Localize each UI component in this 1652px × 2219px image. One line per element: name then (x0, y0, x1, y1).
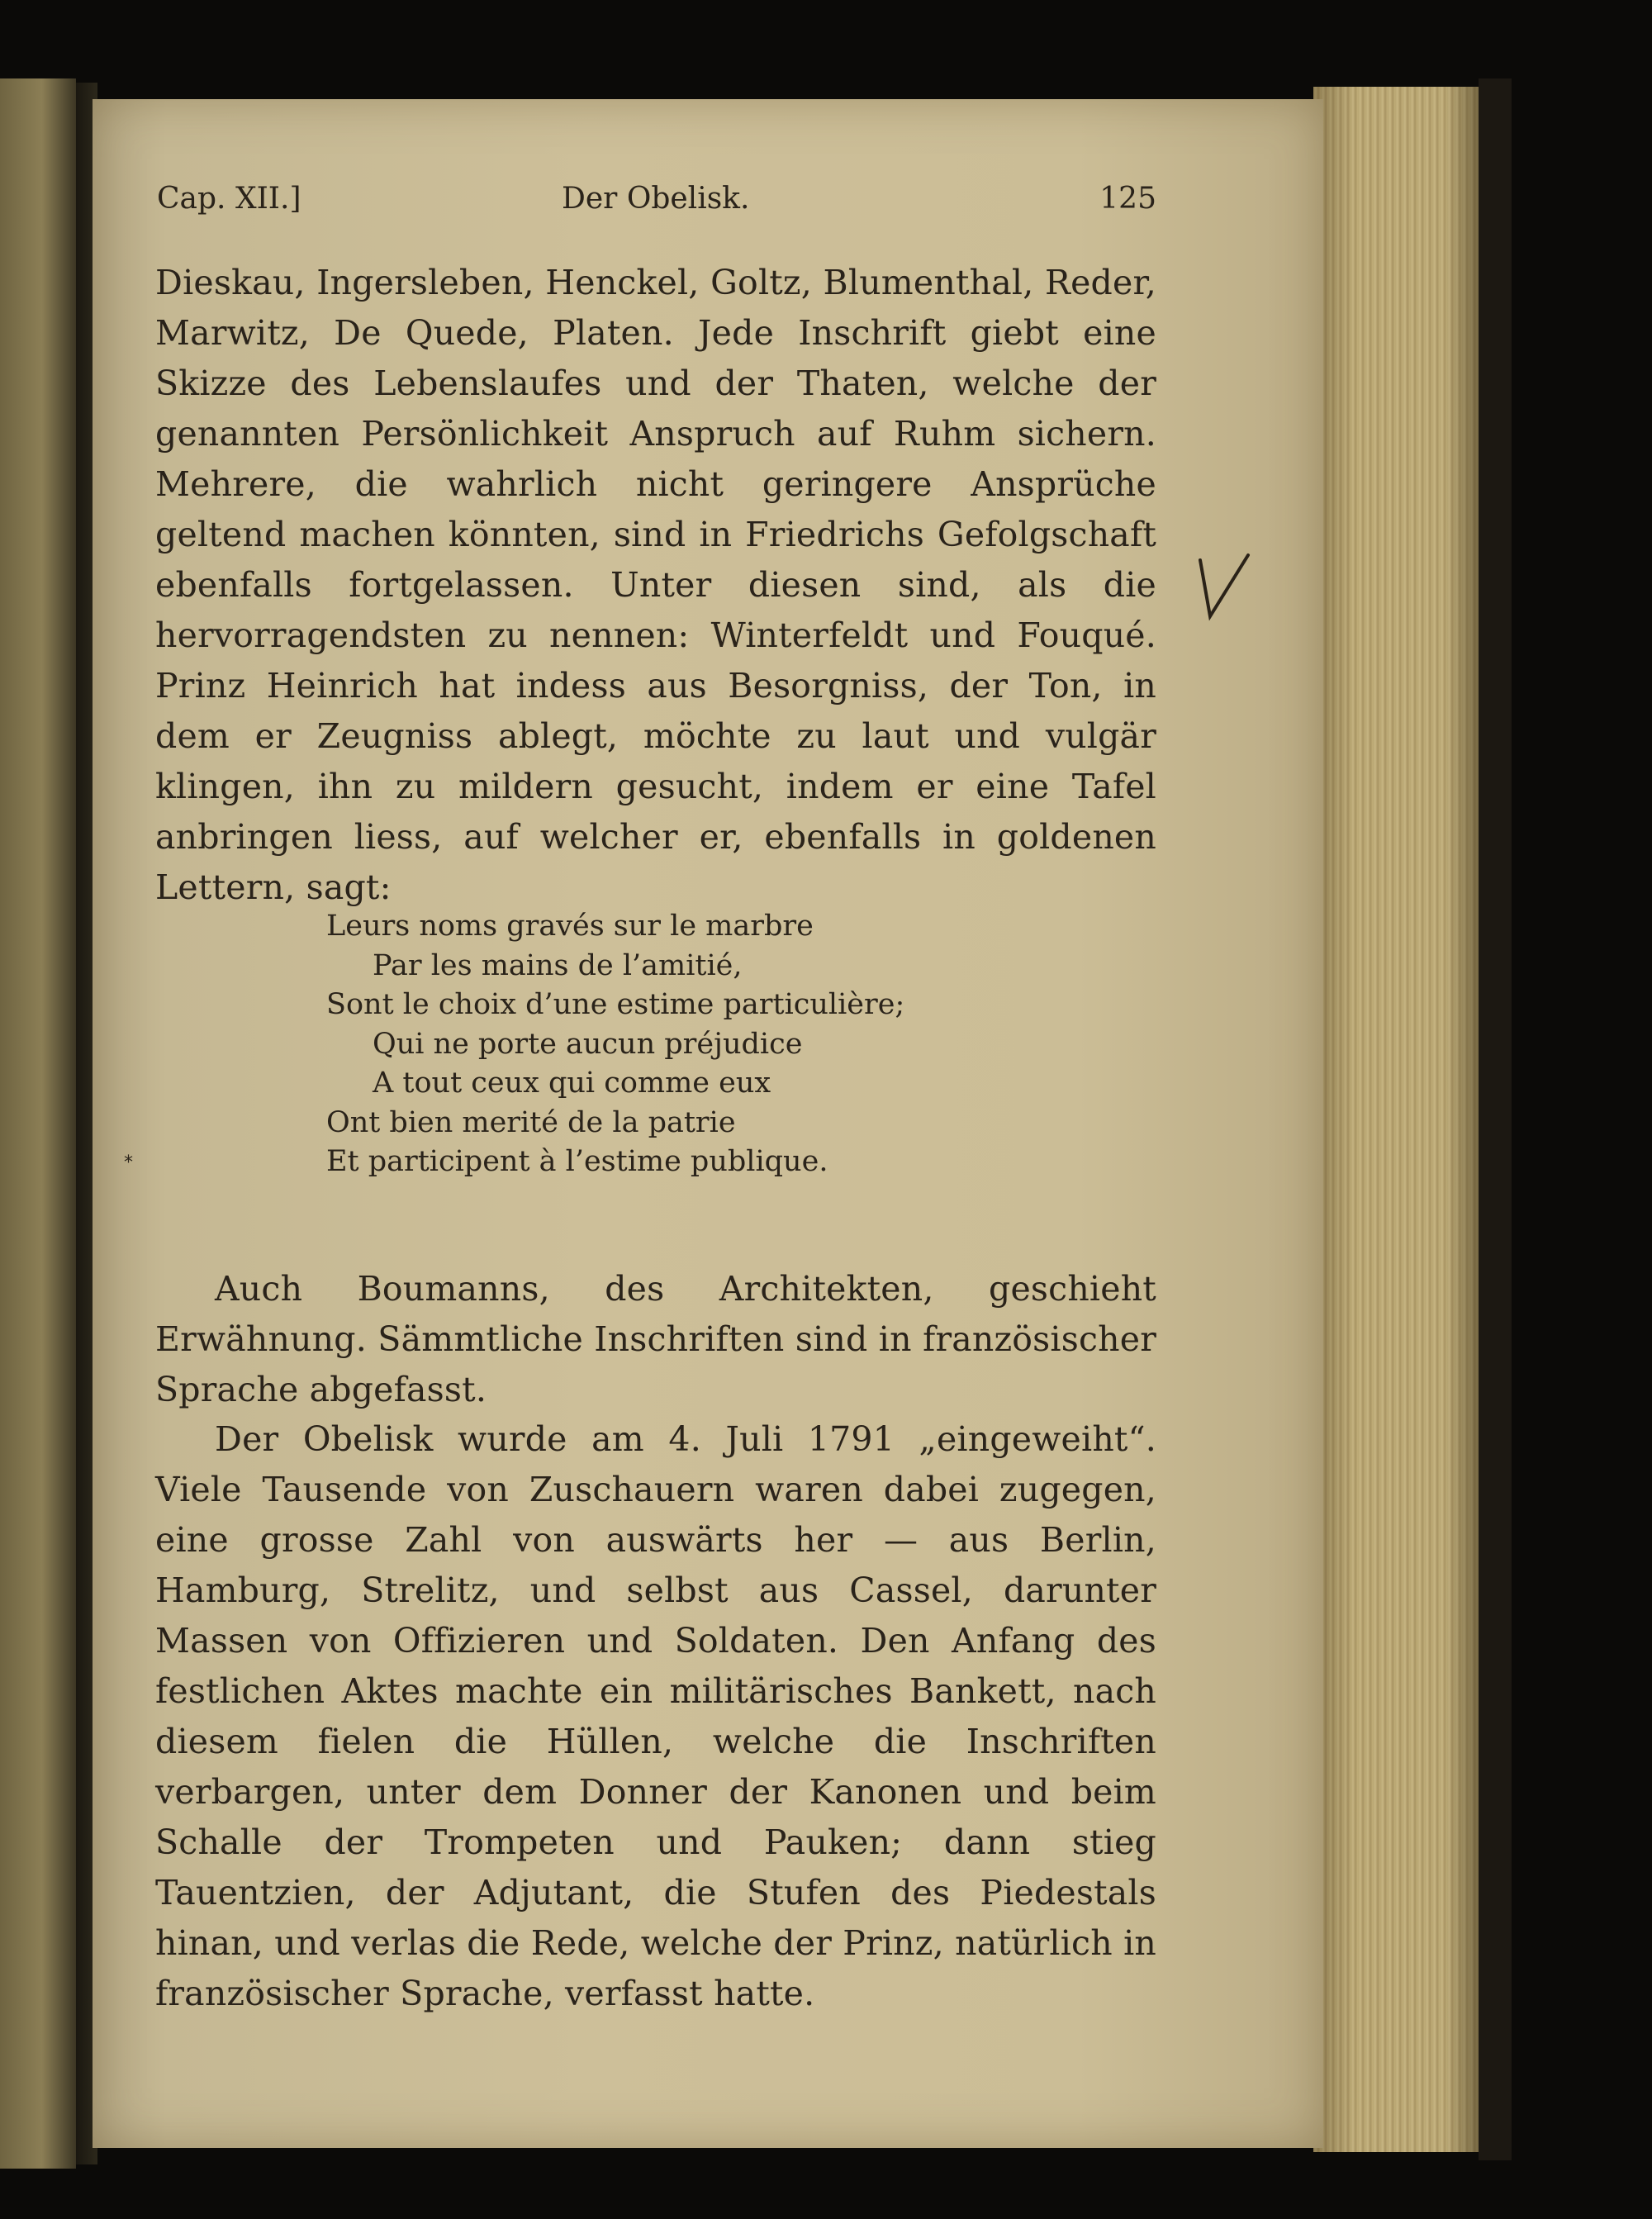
poem-line: Ont bien merité de la patrie (326, 1105, 736, 1139)
page-number: 125 (1099, 182, 1156, 216)
poem-line: Et participent à l’estime publique. (326, 1145, 828, 1178)
chapter-label: Cap. XII.] (157, 182, 301, 216)
page-block-shade (1313, 87, 1479, 2152)
page-title: Der Obelisk. (562, 182, 750, 216)
book-cover-edge (1479, 78, 1512, 2160)
paragraph-2: Auch Boumanns, des Architekten, geschieht Erwähnung. Sämmtliche Inschriften sind in französischer Sprache abgefasst. (155, 1269, 1156, 1409)
poem-line: Sont le choix d’une estime particulière; (326, 988, 905, 1021)
margin-star-mark: * (124, 1152, 133, 1173)
poem-line: Par les mains de l’amitié, (373, 948, 743, 982)
paragraph-1: Dieskau, Ingersleben, Henckel, Goltz, Blumenthal, Reder, Marwitz, De Quede, Platen. Jede Inschrift giebt eine Skizze des Lebenslaufes und der Thaten, welche der genannten Persönlichkeit Anspruch auf Ruhm sichern. Mehrere, die wahrlich nicht geringere Ansprüche geltend machen könnten, sind in Friedrichs Gefolgschaft ebenfalls fortgelassen. Unter diesen sind, als die hervorragendsten zu nennen: Winterfeldt und Fouqué. Prinz Heinrich hat indess aus Besorgniss, der Ton, in dem er Zeugniss ablegt, möchte zu laut und vulgär klingen, ihn zu mildern gesucht, indem er eine Tafel anbringen liess, auf welcher er, ebenfalls in goldenen Lettern, sagt: (155, 263, 1156, 907)
running-header (157, 182, 1156, 223)
previous-page-edge (0, 78, 76, 2169)
handwritten-check-icon (1194, 552, 1260, 626)
poem-line: Qui ne porte aucun préjudice (373, 1027, 803, 1061)
poem-line: Leurs noms gravés sur le marbre (326, 910, 814, 943)
french-poem (326, 907, 904, 1182)
paragraph-3: Der Obelisk wurde am 4. Juli 1791 „eingeweiht“. Viele Tausende von Zuschauern waren dabei zugegen, eine grosse Zahl von auswärts her — aus Berlin, Hamburg, Strelitz, und selbst aus Cassel, darunter Massen von Offizieren und Soldaten. Den Anfang des festlichen Aktes machte ein militärisches Bankett, nach diesem fielen die Hüllen, welche die Inschriften verbargen, unter dem Donner der Kanonen und beim Schalle der Trompeten und Pauken; dann stieg Tauentzien, der Adjutant, die Stufen des Piedestals hinan, und verlas die Rede, welche der Prinz, natürlich in französischer Sprache, verfasst hatte. (155, 1419, 1156, 2013)
poem-line: A tout ceux qui comme eux (373, 1067, 771, 1100)
